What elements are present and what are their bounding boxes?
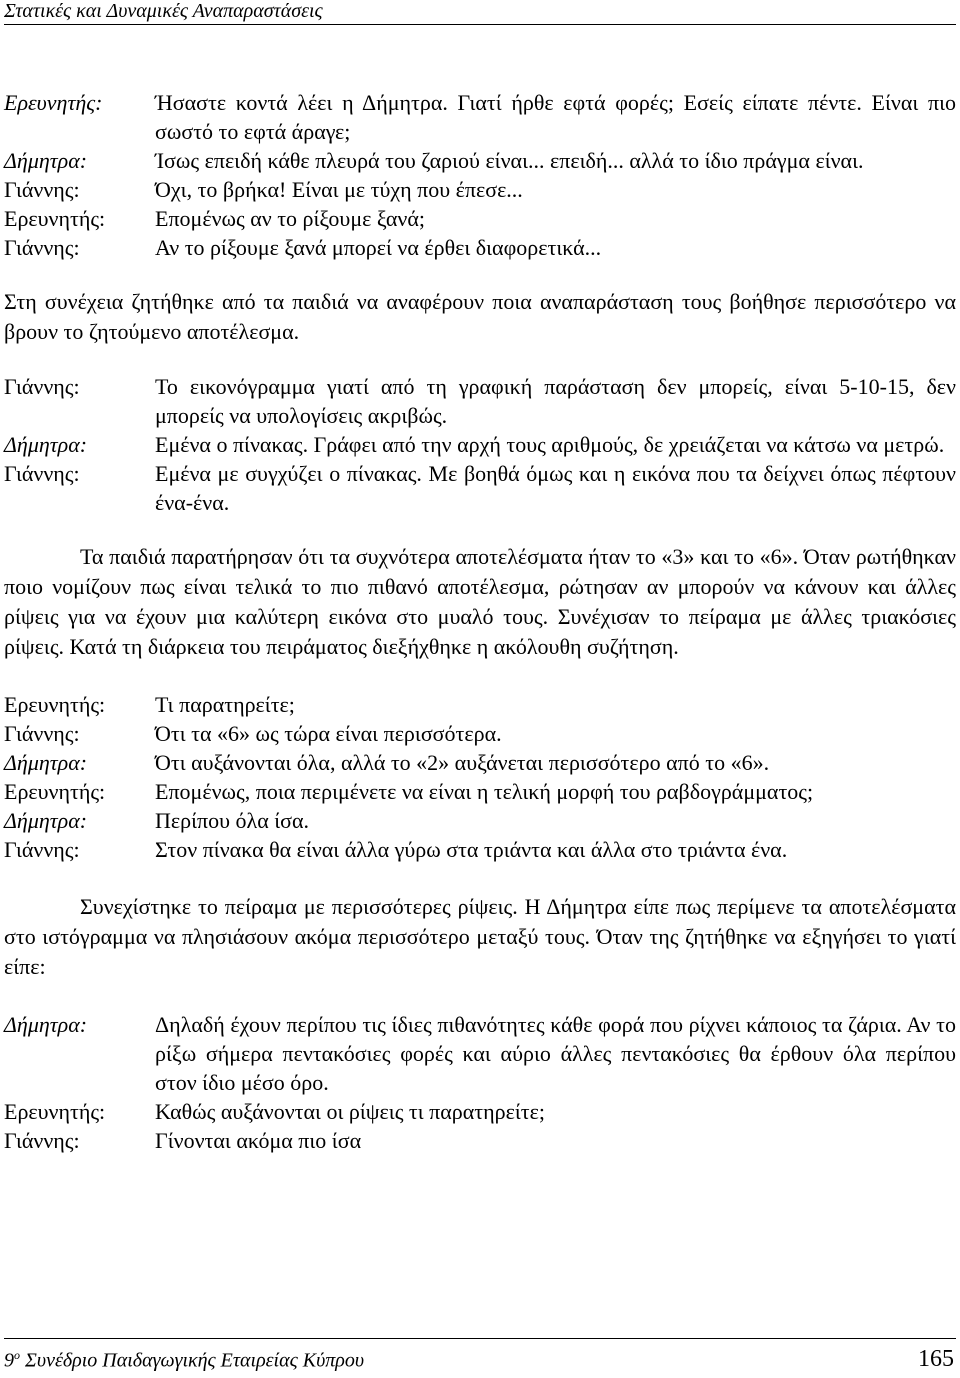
utterance-text: Αν το ρίξουμε ξανά μπορεί να έρθει διαφορετικά... xyxy=(155,235,602,260)
dialogue-line xyxy=(4,719,956,748)
speaker-label: Ερευνητής: xyxy=(4,779,106,804)
speaker-label: Δήμητρα: xyxy=(4,808,88,833)
utterance-text: Καθώς αυξάνονται οι ρίψεις τι παρατηρείτε; xyxy=(155,1099,545,1124)
page-body xyxy=(4,88,956,1155)
speaker-label: Δήμητρα: xyxy=(4,1012,88,1037)
dialogue-line xyxy=(4,459,956,517)
speaker-label: Γιάννης: xyxy=(4,837,80,862)
utterance-text: Επομένως, ποια περιμένετε να είναι η τελική μορφή του ραβδογράμματος; xyxy=(155,779,814,804)
dialogue-line xyxy=(4,175,956,204)
utterance-text: Δηλαδή έχουν περίπου τις ίδιες πιθανότητες κάθε φορά που ρίχνει κάποιος τα ζάρια. Αν το ρίξω σήμερα πεντακόσιες φορές και αύριο άλλες πεντακόσιες θα έρθουν όλα περίπου στον ίδιο μέσο όρο. xyxy=(155,1012,956,1095)
dialogue-line xyxy=(4,233,956,262)
dialogue-line xyxy=(4,690,956,719)
page-footer xyxy=(4,1338,956,1378)
utterance-text: Εμένα με συγχύζει ο πίνακας. Με βοηθά όμως και η εικόνα που τα δείχνει όπως πέφτουν ένα-ένα. xyxy=(155,461,956,515)
speaker-label: Ερευνητής: xyxy=(4,692,106,717)
dialogue-line xyxy=(4,146,956,175)
speaker-label: Γιάννης: xyxy=(4,374,80,399)
utterance-text: Στον πίνακα θα είναι άλλα γύρω στα τριάντα και άλλα στο τριάντα ένα. xyxy=(155,837,788,862)
utterance-text: Ότι αυξάνονται όλα, αλλά το «2» αυξάνεται περισσότερο από το «6». xyxy=(155,750,770,775)
dialogue-line xyxy=(4,204,956,233)
utterance-text: Εμένα ο πίνακας. Γράφει από την αρχή τους αριθμούς, δε χρειάζεται να κάτσω να μετρώ. xyxy=(155,432,945,457)
conference-name: $9^o$ Συνέδριο Παιδαγωγικής Εταιρείας Κύπρου xyxy=(4,1348,365,1372)
speaker-label: Δήμητρα: xyxy=(4,750,88,775)
speaker-label: Γιάννης: xyxy=(4,1128,80,1153)
speaker-label: Δήμητρα: xyxy=(4,148,88,173)
utterance-text: Περίπου όλα ίσα. xyxy=(155,808,310,833)
dialogue-line xyxy=(4,372,956,430)
dialogue-line xyxy=(4,1126,956,1155)
dialogue-line xyxy=(4,806,956,835)
dialogue-line xyxy=(4,835,956,864)
dialogue-line xyxy=(4,777,956,806)
utterance-text: Επομένως αν το ρίξουμε ξανά; xyxy=(155,206,425,231)
utterance-text: Ίσως επειδή κάθε πλευρά του ζαριού είναι... επειδή... αλλά το ίδιο πράγμα είναι. xyxy=(155,148,864,173)
footer-rule xyxy=(4,1338,956,1339)
paragraph-2: Τα παιδιά παρατήρησαν ότι τα συχνότερα αποτελέσματα ήταν το «3» και το «6». Όταν ρωτήθηκαν ποιο νομίζουν πως είναι τελικά το πιο πιθανό αποτέλεσμα, ρώτησαν αν μπορούν να κάνουν και άλλες ρίψεις για να έχουν μια καλύτερη εικόνα στο μυαλό τους. Συνέχισαν το πείραμα με άλλες τριακόσιες ρίψεις. Κατά τη διάρκεια του πειράματος διεξήχθηκε η ακόλουθη συζήτηση. xyxy=(4,544,956,659)
speaker-label: Γιάννης: xyxy=(4,235,80,260)
dialogue-block-4 xyxy=(4,1010,956,1155)
dialogue-block-3 xyxy=(4,690,956,864)
dialogue-line xyxy=(4,430,956,459)
speaker-label: Ερευνητής: xyxy=(4,1099,106,1124)
speaker-label: Γιάννης: xyxy=(4,721,80,746)
utterance-text: Τι παρατηρείτε; xyxy=(155,692,295,717)
utterance-text: Ότι τα «6» ως τώρα είναι περισσότερα. xyxy=(155,721,502,746)
utterance-text: Όχι, το βρήκα! Είναι με τύχη που έπεσε... xyxy=(155,177,523,202)
running-header: Στατικές και Δυναμικές Αναπαραστάσεις xyxy=(4,0,956,25)
dialogue-line xyxy=(4,1010,956,1097)
utterance-text: Το εικονόγραμμα γιατί από τη γραφική παράσταση δεν μπορείς, είναι 5-10-15, δεν μπορείς να υπολογίσεις ακριβώς. xyxy=(155,374,956,428)
dialogue-line xyxy=(4,748,956,777)
utterance-text: Γίνονται ακόμα πιο ίσα xyxy=(155,1128,362,1153)
dialogue-block-1 xyxy=(4,88,956,262)
paragraph-3: Συνεχίστηκε το πείραμα με περισσότερες ρίψεις. Η Δήμητρα είπε πως περίμενε τα αποτελέσματα στο ιστόγραμμα να πλησιάσουν ακόμα περισσότερο μεταξύ τους. Όταν της ζητήθηκε να εξηγήσει το γιατί είπε: xyxy=(4,894,956,979)
speaker-label: Γιάννης: xyxy=(4,461,80,486)
speaker-label: Δήμητρα: xyxy=(4,432,88,457)
dialogue-line xyxy=(4,1097,956,1126)
utterance-text: Ήσαστε κοντά λέει η Δήμητρα. Γιατί ήρθε εφτά φορές; Εσείς είπατε πέντε. Είναι πιο σωστό το εφτά άραγε; xyxy=(155,90,956,144)
speaker-label: Γιάννης: xyxy=(4,177,80,202)
speaker-label: Ερευνητής: xyxy=(4,90,103,115)
page-number: 165 xyxy=(918,1346,954,1372)
speaker-label: Ερευνητής: xyxy=(4,206,106,231)
dialogue-line xyxy=(4,88,956,146)
paragraph-1: Στη συνέχεια ζητήθηκε από τα παιδιά να αναφέρουν ποια αναπαράσταση τους βοήθησε περισσότερο να βρουν το ζητούμενο αποτέλεσμα. xyxy=(4,289,956,344)
dialogue-block-2 xyxy=(4,372,956,517)
